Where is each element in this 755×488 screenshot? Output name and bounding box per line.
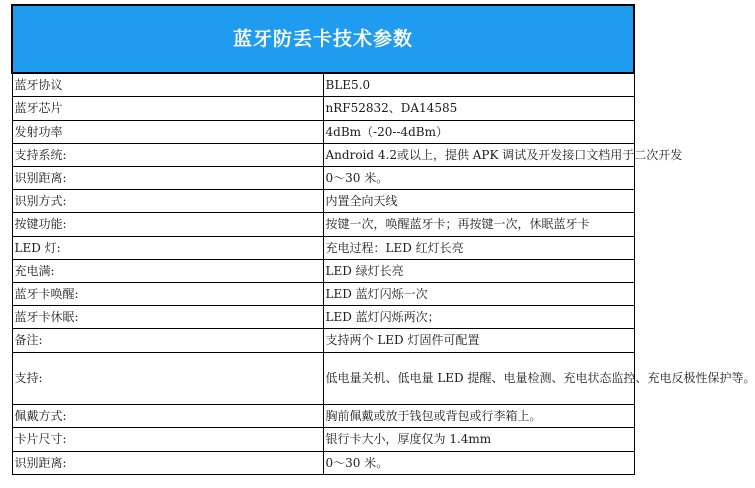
spec-label: 识别距离: (12, 451, 323, 474)
spec-table (11, 4, 755, 475)
title-row (12, 5, 634, 73)
spec-label: 卡片尺寸: (12, 428, 323, 451)
spec-row (12, 259, 634, 282)
spec-row (12, 236, 634, 259)
spec-value: LED 蓝灯闪烁一次 (323, 282, 634, 305)
spec-value: 充电过程：LED 红灯长亮 (323, 236, 634, 259)
spec-row (12, 73, 634, 97)
spec-value: BLE5.0 (323, 73, 634, 97)
spec-value: Android 4.2或以上，提供 APK 调试及开发接口文档用于二次开发 (323, 143, 634, 166)
spec-label: 备注: (12, 329, 323, 352)
spec-value: 4dBm（-20--4dBm） (323, 120, 634, 143)
spec-row (12, 405, 634, 428)
spec-label: 支持: (12, 352, 323, 405)
spec-label: 蓝牙芯片 (12, 97, 323, 120)
spec-value: 胸前佩戴或放于钱包或背包或行李箱上。 (323, 405, 634, 428)
spec-row (12, 329, 634, 352)
table-title: 蓝牙防丢卡技术参数 (12, 5, 634, 73)
spec-row (12, 190, 634, 213)
spec-row (12, 282, 634, 305)
spec-row (12, 451, 634, 474)
spec-label: 充电满: (12, 259, 323, 282)
spec-value: 低电量关机、低电量 LED 提醒、电量检测、充电状态监控、充电反极性保护等。 (323, 352, 634, 405)
spec-row (12, 97, 634, 120)
spec-value: LED 蓝灯闪烁两次； (323, 306, 634, 329)
spec-value: 按键一次，唤醒蓝牙卡；再按键一次，休眠蓝牙卡 (323, 213, 634, 236)
spec-value: 支持两个 LED 灯固件可配置 (323, 329, 634, 352)
spec-value: LED 绿灯长亮 (323, 259, 634, 282)
spec-row (12, 143, 634, 166)
spec-value: 0～30 米。 (323, 166, 634, 189)
spec-value: nRF52832、DA14585 (323, 97, 634, 120)
spec-label: 蓝牙协议 (12, 73, 323, 97)
spec-label: 蓝牙卡休眠: (12, 306, 323, 329)
spec-row (12, 352, 634, 405)
spec-label: 支持系统: (12, 143, 323, 166)
spec-value: 银行卡大小，厚度仅为 1.4mm (323, 428, 634, 451)
spec-label: 蓝牙卡唤醒: (12, 282, 323, 305)
spec-row (12, 428, 634, 451)
spec-label: 识别方式: (12, 190, 323, 213)
spec-row (12, 166, 634, 189)
spec-label: 佩戴方式: (12, 405, 323, 428)
spec-label: 发射功率 (12, 120, 323, 143)
spec-label: 按键功能: (12, 213, 323, 236)
spec-table-body (12, 5, 755, 475)
spec-value: 0～30 米。 (323, 451, 634, 474)
spec-row (12, 213, 634, 236)
spec-label: LED 灯: (12, 236, 323, 259)
spec-value: 内置全向天线 (323, 190, 634, 213)
spec-row (12, 120, 634, 143)
spec-label: 识别距离: (12, 166, 323, 189)
spec-row (12, 306, 634, 329)
